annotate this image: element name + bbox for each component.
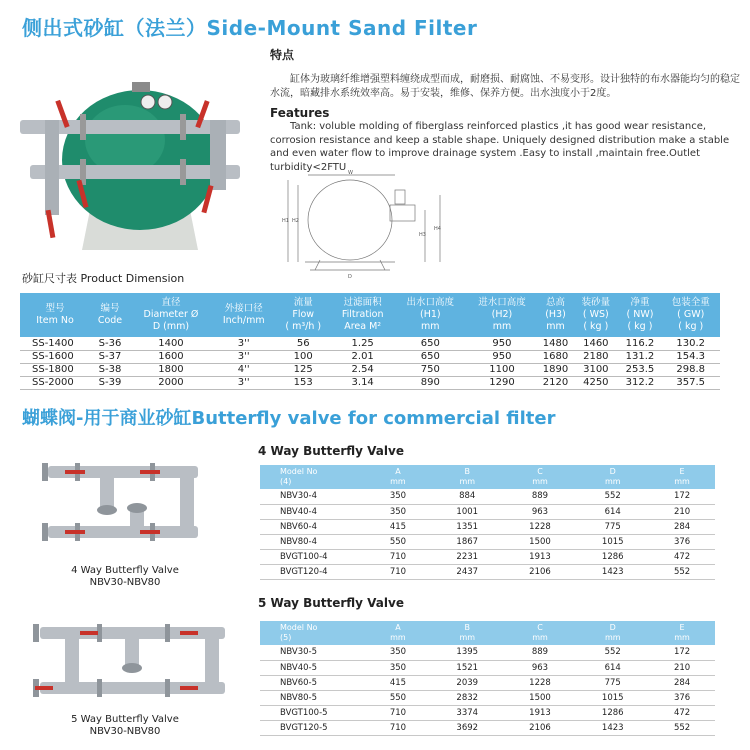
label-d: D — [348, 274, 352, 280]
butterfly-section-title: 蝴蝶阀-用于商业砂缸Butterfly valve for commercial filter — [22, 408, 556, 429]
col-model: Model No (5) — [280, 623, 318, 642]
table-row: NBV40-4 350 1001 963 614 210 — [260, 504, 715, 519]
label-h1: H1 — [282, 218, 289, 224]
col-e: E mm — [674, 467, 690, 486]
table-row: NBV80-5 550 2832 1500 1015 376 — [260, 690, 715, 705]
table-row: SS-1400 S-36 1400 3'' 56 1.25 650 950 1480 1460 116.2 130.2 — [20, 337, 720, 350]
table-row: NBV60-5 415 2039 1228 775 284 — [260, 675, 715, 690]
col-d: D mm — [604, 467, 621, 486]
col-gw: 包装全重 ( GW) ( kg ) — [671, 297, 710, 332]
table-row: NBV80-4 550 1867 1500 1015 376 — [260, 534, 715, 549]
table-row: NBV30-4 350 884 889 552 172 — [260, 489, 715, 504]
features-heading-cn: 特点 — [270, 48, 295, 62]
dimension-drawing — [270, 170, 470, 280]
features-heading-en: Features — [270, 106, 330, 120]
table-row: NBV60-4 415 1351 1228 775 284 — [260, 519, 715, 534]
five-way-valve-image — [25, 612, 235, 712]
col-a: A mm — [390, 467, 406, 486]
four-way-caption: 4 Way Butterfly Valve NBV30-NBV80 — [71, 565, 179, 588]
table-row: SS-2000 S-39 2000 3'' 153 3.14 890 1290 2120 4250 312.2 357.5 — [20, 376, 720, 389]
col-filtration: 过滤面积 Filtration Area M² — [341, 297, 384, 332]
sand-filter-image — [20, 60, 245, 260]
table-row: BVGT120-5 710 3692 2106 1423 552 — [260, 720, 715, 735]
dimension-table-title: 砂缸尺寸表 Product Dimension — [22, 272, 185, 285]
five-way-title: 5 Way Butterfly Valve — [258, 596, 404, 610]
label-h4: H4 — [434, 226, 441, 232]
label-w: W — [348, 170, 353, 176]
table-row: BVGT100-4 710 2231 1913 1286 472 — [260, 549, 715, 564]
features-text-cn: 缸体为玻璃纤维增强塑料缠绕成型而成，耐磨损、耐腐蚀、不易变形。设计独特的布水器能均匀的稳定水流，暗藏排水系统效率高。易于安装，维修、保养方便。出水浊度小于2度。 — [270, 74, 740, 99]
col-c: C mm — [532, 467, 548, 486]
col-b: B mm — [459, 623, 476, 642]
four-way-title: 4 Way Butterfly Valve — [258, 444, 404, 458]
col-d: D mm — [604, 623, 621, 642]
table-row: SS-1600 S-37 1600 3'' 100 2.01 650 950 1680 2180 131.2 154.3 — [20, 350, 720, 363]
col-item-no: 型号 Item No — [36, 303, 74, 326]
table-row: SS-1800 S-38 1800 4'' 125 2.54 750 1100 1890 3100 253.5 298.8 — [20, 363, 720, 376]
col-h3: 总高 (H3) mm — [545, 297, 566, 332]
col-code: 编号 Code — [97, 303, 123, 326]
col-h1: 出水口高度 (H1) mm — [406, 297, 455, 332]
col-e: E mm — [674, 623, 690, 642]
five-way-table — [260, 621, 715, 736]
four-way-table — [260, 465, 715, 580]
col-a: A mm — [390, 623, 406, 642]
col-b: B mm — [459, 467, 476, 486]
col-h2: 进水口高度 (H2) mm — [478, 297, 526, 332]
features-text-en: Tank: voluble molding of fiberglass reinforced plastics ,it has good wear resistance, corrosion resistance and keep a stable shape. Uniquely designed distribution make a stable and even water flow to improve drainage system .Easy to install ,maintain free.Outlet turbidity<2FTU — [270, 121, 730, 173]
dimension-table — [20, 293, 720, 390]
five-way-caption: 5 Way Butterfly Valve NBV30-NBV80 — [71, 714, 179, 737]
label-h3: H3 — [419, 232, 426, 238]
col-ws: 装砂量 ( WS) ( kg ) — [581, 297, 611, 332]
col-c: C mm — [532, 623, 548, 642]
col-diameter: 直径 Diameter Ø D (mm) — [143, 297, 199, 332]
col-model: Model No (4) — [280, 467, 318, 486]
table-row: BVGT120-4 710 2437 2106 1423 552 — [260, 564, 715, 579]
table-row: NBV40-5 350 1521 963 614 210 — [260, 660, 715, 675]
label-h2: H2 — [292, 218, 299, 224]
table-row: NBV30-5 350 1395 889 552 172 — [260, 645, 715, 660]
page-title: 侧出式砂缸（法兰）Side-Mount Sand Filter — [22, 16, 478, 40]
four-way-valve-image — [30, 448, 220, 563]
table-row: BVGT100-5 710 3374 1913 1286 472 — [260, 705, 715, 720]
col-inch: 外接口径 Inch/mm — [222, 303, 265, 326]
col-flow: 流量 Flow ( m³/h ) — [285, 297, 322, 332]
col-nw: 净重 ( NW) ( kg ) — [626, 297, 654, 332]
